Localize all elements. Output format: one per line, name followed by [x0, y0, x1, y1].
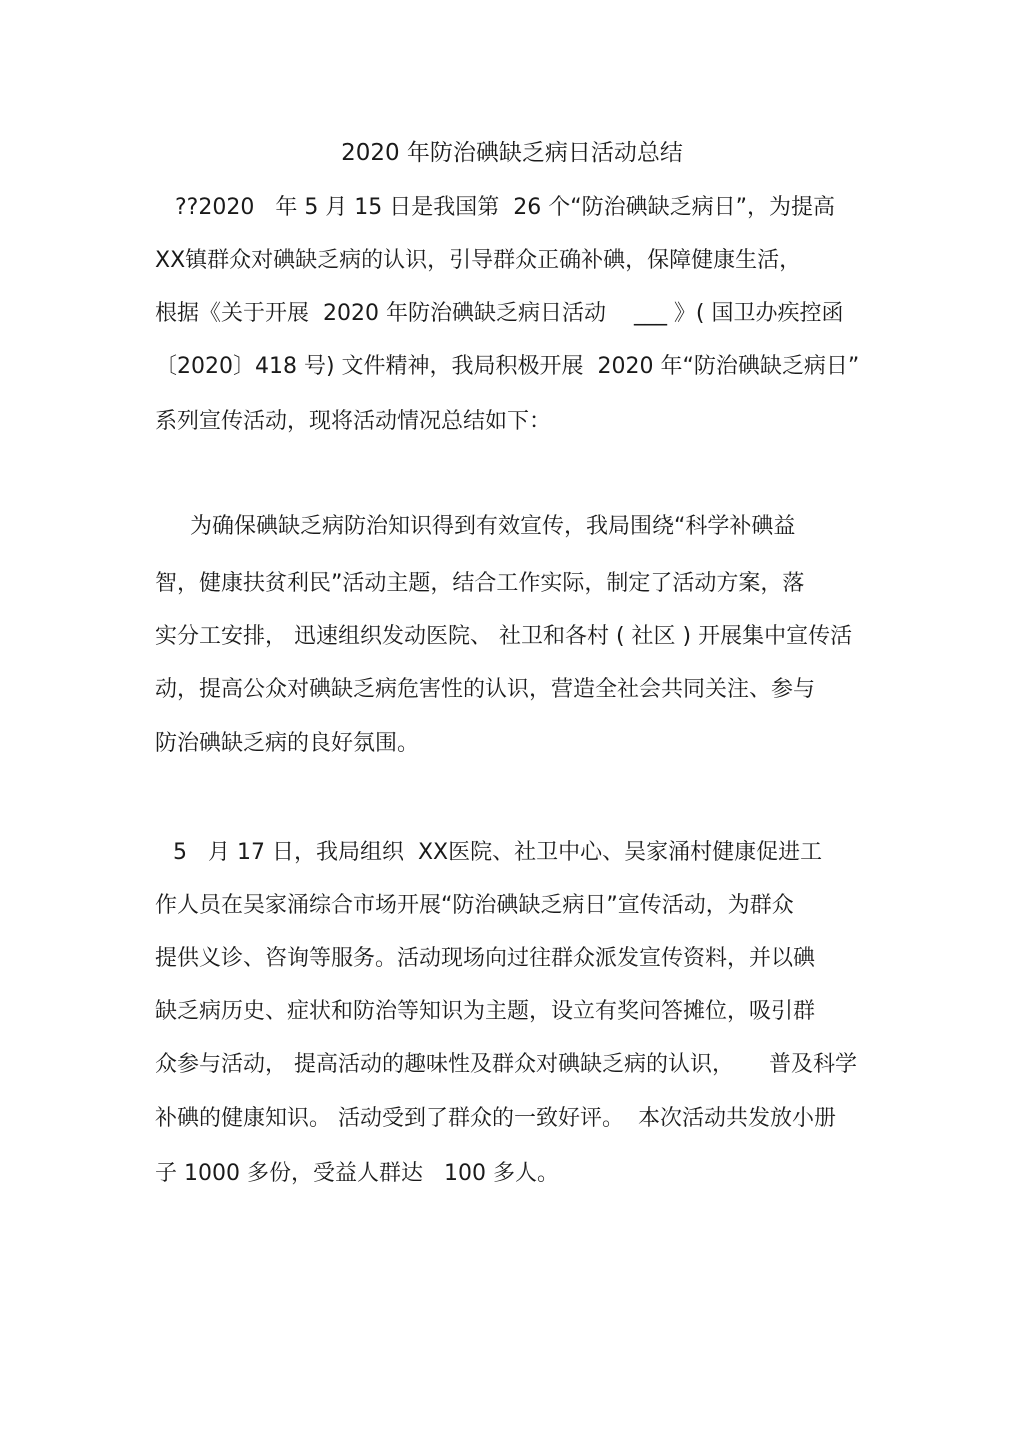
paragraph-3-line-2: 作人员在吴家涌综合市场开展“防治碘缺乏病日”宣传活动，为群众 — [155, 893, 794, 918]
paragraph-2-line-4: 动，提高公众对碘缺乏病危害性的认识，营造全社会共同关注、参与 — [155, 677, 816, 702]
paragraph-2-line-2: 智，健康扶贫利民”活动主题，结合工作实际，制定了活动方案，落 — [155, 571, 805, 596]
paragraph-3-line-3: 提供义诊、咨询等服务。活动现场向过往群众派发宣传资料，并以碘 — [155, 946, 816, 971]
paragraph-2-line-5: 防治碘缺乏病的良好氛围。 — [155, 731, 420, 756]
paragraph-2-line-3: 实分工安排， 迅速组织发动医院、 社卫和各村 ( 社区 ) 开展集中宣传活 — [155, 624, 853, 649]
paragraph-1-line-4: 〔2020〕418 号) 文件精神，我局积极开展 2020 年“防治碘缺乏病日” — [155, 354, 860, 379]
document-title: 2020 年防治碘缺乏病日活动总结 — [341, 140, 683, 166]
paragraph-3-line-5: 众参与活动， 提高活动的趣味性及群众对碘缺乏病的认识， 普及科学 — [155, 1052, 857, 1077]
paragraph-3-line-1: 5 月 17 日，我局组织 XX医院、社卫中心、吴家涌村健康促进工 — [173, 840, 823, 865]
paragraph-1-line-3: 根据《关于开展 2020 年防治碘缺乏病日活动 ___ 》( 国卫办疾控函 — [155, 301, 844, 326]
paragraph-3-line-7: 子 1000 多份，受益人群达 100 多人。 — [155, 1161, 559, 1186]
paragraph-3-line-6: 补碘的健康知识。 活动受到了群众的一致好评。 本次活动共发放小册 — [155, 1106, 836, 1131]
paragraph-1-line-2: XX镇群众对碘缺乏病的认识，引导群众正确补碘，保障健康生活， — [155, 248, 802, 273]
paragraph-2-line-1: 为确保碘缺乏病防治知识得到有效宣传，我局围绕“科学补碘益 — [190, 514, 796, 539]
paragraph-1-line-1: ??2020 年 5 月 15 日是我国第 26 个“防治碘缺乏病日”，为提高 — [175, 195, 836, 220]
paragraph-3-line-4: 缺乏病历史、症状和防治等知识为主题，设立有奖问答摊位，吸引群 — [155, 999, 816, 1024]
paragraph-1-line-5: 系列宣传活动，现将活动情况总结如下： — [155, 409, 552, 434]
